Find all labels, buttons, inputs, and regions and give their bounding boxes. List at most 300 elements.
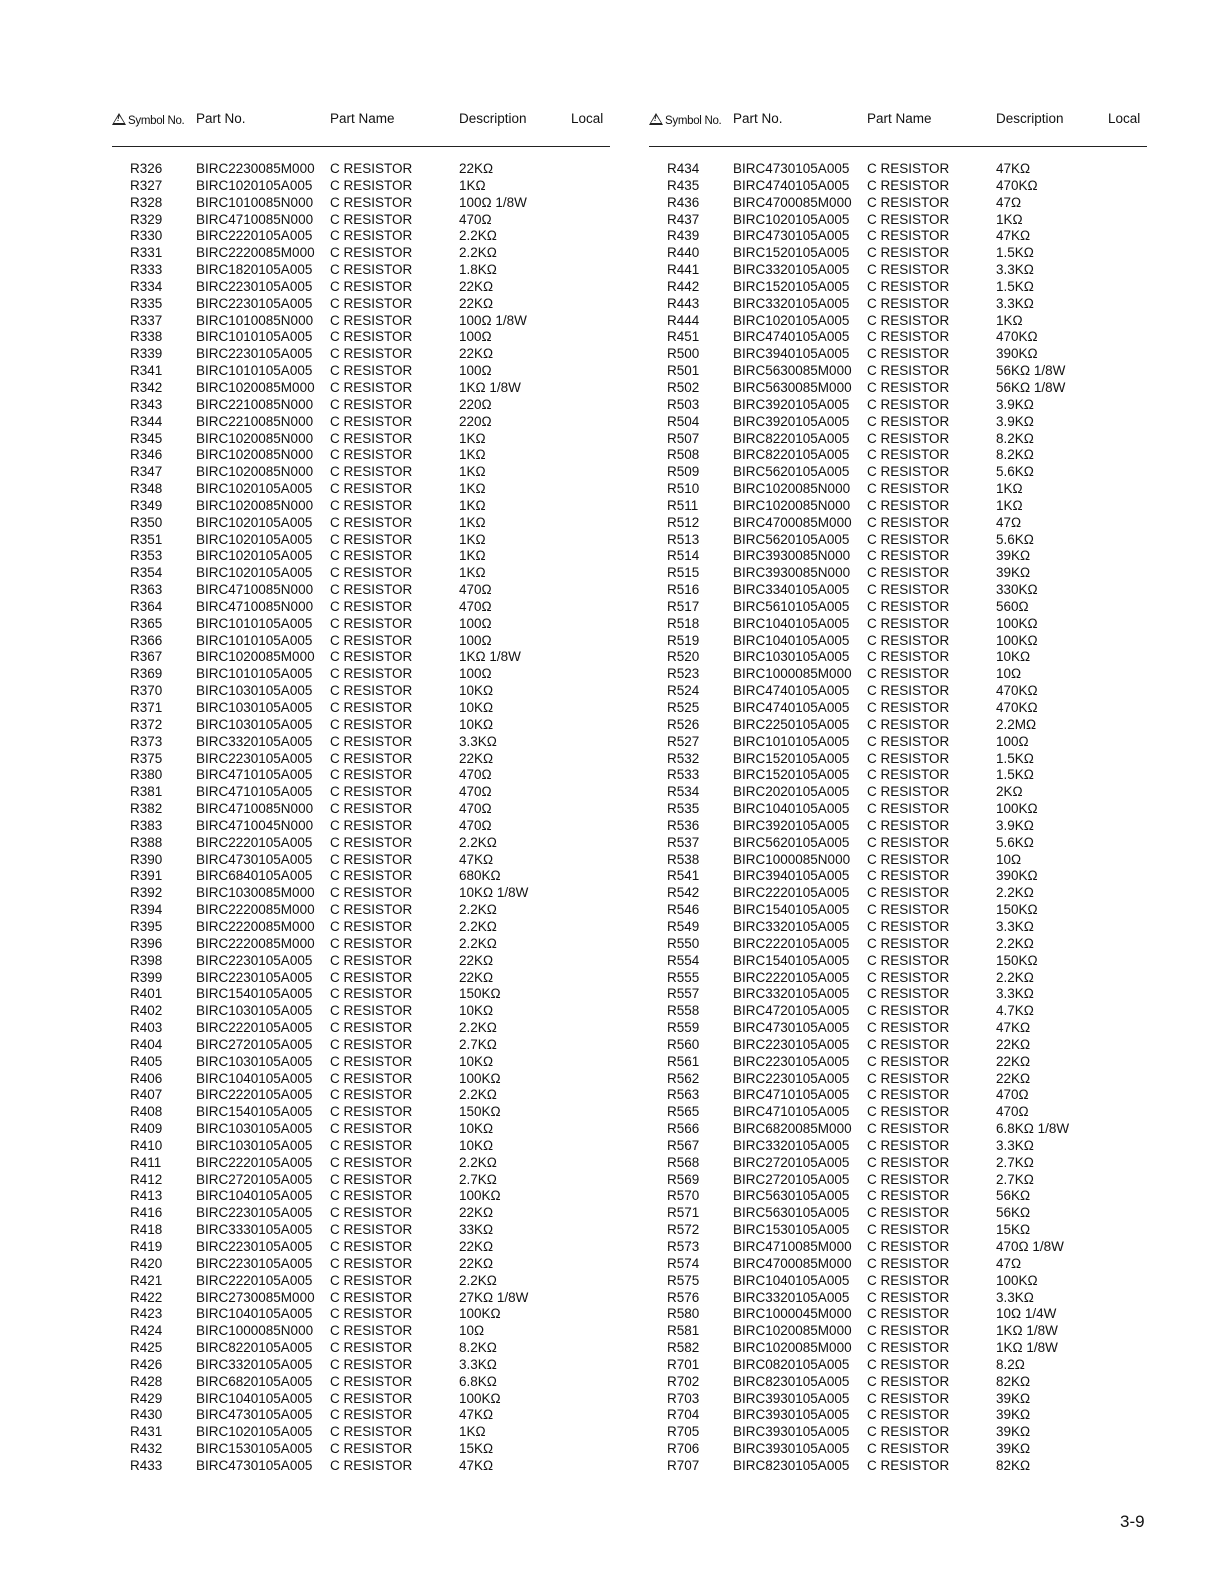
description-cell: 47Ω bbox=[996, 1255, 1022, 1271]
part-name-cell: C RESISTOR bbox=[867, 228, 950, 244]
part-no-cell: BIRC1010105A005 bbox=[196, 329, 313, 345]
description-cell: 10KΩ bbox=[459, 1003, 494, 1019]
part-name-cell: C RESISTOR bbox=[330, 447, 413, 463]
table-row bbox=[649, 195, 1147, 212]
table-row bbox=[112, 1054, 610, 1071]
description-cell: 1KΩ bbox=[459, 548, 486, 564]
symbol-no-cell: R337 bbox=[130, 312, 163, 328]
table-row bbox=[112, 717, 610, 734]
table-row bbox=[112, 431, 610, 448]
description-cell: 1KΩ bbox=[459, 497, 486, 513]
table-row bbox=[112, 818, 610, 835]
description-cell: 1KΩ bbox=[459, 531, 486, 547]
part-no-cell: BIRC4740105A005 bbox=[733, 177, 850, 193]
description-cell: 100KΩ bbox=[996, 1272, 1038, 1288]
description-cell: 47KΩ bbox=[459, 1457, 494, 1473]
part-name-cell: C RESISTOR bbox=[867, 767, 950, 783]
table-row bbox=[112, 397, 610, 414]
part-name-cell: C RESISTOR bbox=[330, 1222, 413, 1238]
table-row bbox=[112, 1205, 610, 1222]
symbol-no-cell: R373 bbox=[130, 733, 163, 749]
table-row bbox=[112, 228, 610, 245]
table-row bbox=[649, 447, 1147, 464]
description-cell: 56KΩ 1/8W bbox=[996, 379, 1066, 395]
description-cell: 1KΩ bbox=[996, 497, 1023, 513]
table-row bbox=[112, 1071, 610, 1088]
part-name-cell: C RESISTOR bbox=[330, 211, 413, 227]
right-parts-table bbox=[649, 108, 1147, 1473]
part-name-cell: C RESISTOR bbox=[330, 497, 413, 513]
part-no-cell: BIRC2730085M000 bbox=[196, 1289, 315, 1305]
table-row bbox=[649, 1306, 1147, 1323]
table-row bbox=[649, 363, 1147, 380]
part-name-cell: C RESISTOR bbox=[330, 1272, 413, 1288]
part-no-cell: BIRC2250105A005 bbox=[733, 716, 850, 732]
symbol-no-cell: R339 bbox=[130, 346, 163, 362]
symbol-no-cell: R396 bbox=[130, 935, 163, 951]
table-row bbox=[112, 1441, 610, 1458]
table-row bbox=[649, 279, 1147, 296]
table-row bbox=[649, 161, 1147, 178]
part-no-cell: BIRC1530105A005 bbox=[196, 1441, 313, 1457]
table-row bbox=[649, 1424, 1147, 1441]
table-row bbox=[112, 161, 610, 178]
symbol-no-cell: R424 bbox=[130, 1323, 163, 1339]
part-no-cell: BIRC1040105A005 bbox=[733, 801, 850, 817]
part-name-cell: C RESISTOR bbox=[867, 363, 950, 379]
part-name-cell: C RESISTOR bbox=[867, 1053, 950, 1069]
table-row bbox=[112, 1172, 610, 1189]
part-no-cell: BIRC3930105A005 bbox=[733, 1407, 850, 1423]
table-row bbox=[112, 1273, 610, 1290]
symbol-no-cell: R345 bbox=[130, 430, 163, 446]
left-parts-table bbox=[112, 108, 610, 1473]
description-cell: 100KΩ bbox=[996, 801, 1038, 817]
part-name-cell: C RESISTOR bbox=[867, 1306, 950, 1322]
description-cell: 33KΩ bbox=[459, 1222, 494, 1238]
part-no-cell: BIRC1030105A005 bbox=[196, 1121, 313, 1137]
table-row bbox=[649, 801, 1147, 818]
description-cell: 1.8KΩ bbox=[459, 262, 497, 278]
symbol-no-cell: R555 bbox=[667, 969, 700, 985]
description-cell: 2.2KΩ bbox=[459, 1087, 497, 1103]
table-row bbox=[649, 1003, 1147, 1020]
symbol-no-cell: R390 bbox=[130, 851, 163, 867]
symbol-no-header: !Symbol No. bbox=[112, 113, 184, 127]
part-no-cell: BIRC1520105A005 bbox=[733, 767, 850, 783]
symbol-no-cell: R409 bbox=[130, 1121, 163, 1137]
part-name-cell: C RESISTOR bbox=[330, 649, 413, 665]
table-row bbox=[112, 767, 610, 784]
symbol-no-cell: R542 bbox=[667, 885, 700, 901]
description-cell: 1.5KΩ bbox=[996, 750, 1034, 766]
part-name-cell: C RESISTOR bbox=[867, 801, 950, 817]
table-row bbox=[112, 734, 610, 751]
description-cell: 1KΩ bbox=[459, 177, 486, 193]
part-name-cell: C RESISTOR bbox=[867, 649, 950, 665]
table-row bbox=[649, 498, 1147, 515]
symbol-no-cell: R410 bbox=[130, 1137, 163, 1153]
table-row bbox=[112, 515, 610, 532]
description-cell: 10KΩ 1/8W bbox=[459, 885, 529, 901]
symbol-no-cell: R348 bbox=[130, 481, 163, 497]
part-no-cell: BIRC1030105A005 bbox=[196, 1003, 313, 1019]
description-cell: 1KΩ 1/8W bbox=[459, 649, 521, 665]
description-cell: 10KΩ bbox=[459, 1137, 494, 1153]
symbol-no-cell: R440 bbox=[667, 245, 700, 261]
description-cell: 39KΩ bbox=[996, 565, 1031, 581]
part-name-cell: C RESISTOR bbox=[330, 1306, 413, 1322]
symbol-no-cell: R525 bbox=[667, 700, 700, 715]
part-no-cell: BIRC3340105A005 bbox=[733, 582, 850, 598]
description-cell: 2.2MΩ bbox=[996, 716, 1037, 732]
part-name-cell: C RESISTOR bbox=[867, 1373, 950, 1389]
description-cell: 5.6KΩ bbox=[996, 464, 1034, 480]
part-name-cell: C RESISTOR bbox=[867, 885, 950, 901]
part-name-cell: C RESISTOR bbox=[330, 1188, 413, 1204]
symbol-no-cell: R568 bbox=[667, 1154, 700, 1170]
part-name-cell: C RESISTOR bbox=[330, 767, 413, 783]
part-no-cell: BIRC2230105A005 bbox=[196, 1239, 313, 1254]
part-no-cell: BIRC4720105A005 bbox=[733, 1003, 850, 1019]
description-cell: 22KΩ bbox=[459, 346, 494, 362]
symbol-no-cell: R575 bbox=[667, 1272, 700, 1288]
part-name-cell: C RESISTOR bbox=[330, 312, 413, 328]
table-row bbox=[112, 481, 610, 498]
part-no-cell: BIRC4730105A005 bbox=[196, 1457, 313, 1473]
symbol-no-cell: R392 bbox=[130, 885, 163, 901]
table-row bbox=[649, 1458, 1147, 1475]
part-name-cell: C RESISTOR bbox=[867, 1407, 950, 1423]
symbol-no-cell: R351 bbox=[130, 531, 163, 547]
symbol-no-cell: R419 bbox=[130, 1239, 163, 1254]
part-no-cell: BIRC2220105A005 bbox=[733, 935, 850, 951]
table-row bbox=[649, 532, 1147, 549]
symbol-no-cell: R549 bbox=[667, 918, 700, 934]
symbol-no-cell: R535 bbox=[667, 801, 700, 817]
part-no-cell: BIRC1020105A005 bbox=[733, 312, 850, 328]
symbol-no-cell: R425 bbox=[130, 1340, 163, 1356]
part-name-cell: C RESISTOR bbox=[867, 514, 950, 530]
part-name-cell: C RESISTOR bbox=[867, 464, 950, 480]
description-cell: 47KΩ bbox=[459, 1407, 494, 1423]
description-cell: 100KΩ bbox=[459, 1188, 501, 1204]
table-row bbox=[649, 616, 1147, 633]
symbol-no-cell: R349 bbox=[130, 497, 163, 513]
description-cell: 3.3KΩ bbox=[459, 733, 497, 749]
part-name-cell: C RESISTOR bbox=[867, 1003, 950, 1019]
part-no-cell: BIRC6820085M000 bbox=[733, 1121, 852, 1137]
description-cell: 1KΩ bbox=[996, 481, 1023, 497]
part-no-cell: BIRC2220105A005 bbox=[196, 1087, 313, 1103]
description-cell: 2.2KΩ bbox=[459, 935, 497, 951]
table-row bbox=[112, 1323, 610, 1340]
table-body bbox=[649, 161, 1147, 1475]
description-cell: 8.2KΩ bbox=[459, 1340, 497, 1356]
part-name-cell: C RESISTOR bbox=[867, 582, 950, 598]
part-no-cell: BIRC1530105A005 bbox=[733, 1222, 850, 1238]
symbol-no-cell: R571 bbox=[667, 1205, 700, 1221]
symbol-no-cell: R532 bbox=[667, 750, 700, 766]
symbol-no-cell: R381 bbox=[130, 784, 163, 800]
part-no-cell: BIRC2220105A005 bbox=[733, 885, 850, 901]
description-cell: 2.2KΩ bbox=[459, 1272, 497, 1288]
symbol-no-cell: R443 bbox=[667, 295, 700, 311]
description-cell: 10Ω bbox=[996, 666, 1022, 682]
part-name-cell: C RESISTOR bbox=[867, 632, 950, 648]
table-row bbox=[649, 717, 1147, 734]
part-name-cell: C RESISTOR bbox=[330, 396, 413, 412]
part-no-cell: BIRC3930105A005 bbox=[733, 1441, 850, 1457]
description-cell: 1KΩ bbox=[996, 312, 1023, 328]
description-cell: 5.6KΩ bbox=[996, 834, 1034, 850]
part-no-cell: BIRC1520105A005 bbox=[733, 750, 850, 766]
description-cell: 100Ω bbox=[459, 363, 492, 379]
part-name-cell: C RESISTOR bbox=[330, 784, 413, 800]
part-name-cell: C RESISTOR bbox=[867, 1205, 950, 1221]
description-cell: 470Ω bbox=[459, 598, 492, 614]
table-row bbox=[649, 633, 1147, 650]
part-no-cell: BIRC1540105A005 bbox=[733, 952, 850, 968]
part-name-cell: C RESISTOR bbox=[867, 245, 950, 261]
table-row bbox=[112, 548, 610, 565]
part-no-cell: BIRC4730105A005 bbox=[733, 161, 850, 176]
table-row bbox=[112, 986, 610, 1003]
description-cell: 3.3KΩ bbox=[996, 1289, 1034, 1305]
part-name-cell: C RESISTOR bbox=[330, 615, 413, 631]
table-header bbox=[112, 108, 610, 147]
local-header: Local bbox=[1108, 111, 1141, 126]
part-no-cell: BIRC5620105A005 bbox=[733, 531, 850, 547]
description-cell: 470KΩ bbox=[996, 329, 1038, 345]
description-cell: 8.2KΩ bbox=[996, 430, 1034, 446]
part-no-cell: BIRC8230105A005 bbox=[733, 1373, 850, 1389]
symbol-no-cell: R432 bbox=[130, 1441, 163, 1457]
description-cell: 39KΩ bbox=[996, 1407, 1031, 1423]
table-row bbox=[112, 835, 610, 852]
description-cell: 10KΩ bbox=[459, 700, 494, 715]
description-cell: 56KΩ 1/8W bbox=[996, 363, 1066, 379]
description-cell: 2.2KΩ bbox=[459, 1154, 497, 1170]
description-cell: 2.2KΩ bbox=[996, 969, 1034, 985]
symbol-no-cell: R570 bbox=[667, 1188, 700, 1204]
symbol-no-cell: R412 bbox=[130, 1171, 163, 1187]
part-no-header: Part No. bbox=[196, 111, 246, 126]
part-name-cell: C RESISTOR bbox=[867, 1036, 950, 1052]
symbol-no-cell: R422 bbox=[130, 1289, 163, 1305]
symbol-no-cell: R508 bbox=[667, 447, 700, 463]
symbol-no-cell: R441 bbox=[667, 262, 700, 278]
symbol-no-cell: R353 bbox=[130, 548, 163, 564]
table-row bbox=[649, 582, 1147, 599]
part-no-cell: BIRC1010105A005 bbox=[733, 733, 850, 749]
part-no-cell: BIRC2220105A005 bbox=[196, 834, 313, 850]
description-cell: 10Ω bbox=[996, 851, 1022, 867]
symbol-no-cell: R354 bbox=[130, 565, 163, 581]
table-row bbox=[112, 262, 610, 279]
part-name-cell: C RESISTOR bbox=[330, 464, 413, 480]
symbol-no-cell: R442 bbox=[667, 278, 700, 294]
symbol-no-cell: R346 bbox=[130, 447, 163, 463]
symbol-no-cell: R416 bbox=[130, 1205, 163, 1221]
symbol-no-cell: R369 bbox=[130, 666, 163, 682]
symbol-no-cell: R515 bbox=[667, 565, 700, 581]
table-row bbox=[112, 279, 610, 296]
table-row bbox=[649, 1071, 1147, 1088]
description-cell: 1KΩ bbox=[459, 1424, 486, 1440]
part-no-cell: BIRC2230105A005 bbox=[196, 295, 313, 311]
description-cell: 22KΩ bbox=[459, 750, 494, 766]
table-row bbox=[649, 245, 1147, 262]
table-row bbox=[649, 1037, 1147, 1054]
description-cell: 3.3KΩ bbox=[996, 918, 1034, 934]
part-no-cell: BIRC1020085N000 bbox=[733, 481, 851, 497]
symbol-no-cell: R333 bbox=[130, 262, 163, 278]
table-row bbox=[649, 515, 1147, 532]
part-name-cell: C RESISTOR bbox=[330, 1104, 413, 1120]
part-no-cell: BIRC1010105A005 bbox=[196, 632, 313, 648]
symbol-no-cell: R431 bbox=[130, 1424, 163, 1440]
part-no-cell: BIRC3320105A005 bbox=[733, 295, 850, 311]
description-cell: 3.3KΩ bbox=[996, 1137, 1034, 1153]
symbol-no-cell: R366 bbox=[130, 632, 163, 648]
part-no-cell: BIRC2210085N000 bbox=[196, 413, 314, 429]
description-cell: 100Ω bbox=[459, 632, 492, 648]
description-cell: 39KΩ bbox=[996, 1441, 1031, 1457]
description-cell: 56KΩ bbox=[996, 1188, 1031, 1204]
table-row bbox=[112, 414, 610, 431]
description-cell: 100KΩ bbox=[459, 1070, 501, 1086]
table-row bbox=[112, 936, 610, 953]
table-row bbox=[649, 1138, 1147, 1155]
part-no-cell: BIRC2720105A005 bbox=[196, 1036, 313, 1052]
description-cell: 4.7KΩ bbox=[996, 1003, 1034, 1019]
table-row bbox=[112, 1155, 610, 1172]
part-no-cell: BIRC3320105A005 bbox=[733, 262, 850, 278]
part-no-cell: BIRC4740105A005 bbox=[733, 683, 850, 699]
part-no-cell: BIRC4710105A005 bbox=[196, 767, 313, 783]
part-no-cell: BIRC5630105A005 bbox=[733, 1205, 850, 1221]
symbol-no-cell: R421 bbox=[130, 1272, 163, 1288]
table-row bbox=[112, 565, 610, 582]
symbol-no-cell: R365 bbox=[130, 615, 163, 631]
description-cell: 100Ω bbox=[459, 329, 492, 345]
description-header: Description bbox=[459, 111, 527, 126]
part-no-cell: BIRC4710085M000 bbox=[733, 1239, 852, 1254]
part-name-cell: C RESISTOR bbox=[330, 1424, 413, 1440]
part-name-cell: C RESISTOR bbox=[867, 716, 950, 732]
symbol-no-cell: R509 bbox=[667, 464, 700, 480]
warning-triangle-icon bbox=[112, 113, 126, 125]
part-no-cell: BIRC6820105A005 bbox=[196, 1373, 313, 1389]
part-name-cell: C RESISTOR bbox=[330, 1070, 413, 1086]
part-name-cell: C RESISTOR bbox=[867, 935, 950, 951]
symbol-no-cell: R437 bbox=[667, 211, 700, 227]
table-row bbox=[112, 1306, 610, 1323]
description-cell: 5.6KΩ bbox=[996, 531, 1034, 547]
part-name-cell: C RESISTOR bbox=[867, 295, 950, 311]
part-name-cell: C RESISTOR bbox=[867, 177, 950, 193]
description-cell: 10Ω bbox=[459, 1323, 485, 1339]
symbol-no-cell: R582 bbox=[667, 1340, 700, 1356]
description-cell: 10KΩ bbox=[459, 683, 494, 699]
symbol-no-cell: R507 bbox=[667, 430, 700, 446]
table-row bbox=[112, 1391, 610, 1408]
part-no-cell: BIRC1520105A005 bbox=[733, 245, 850, 261]
part-name-cell: C RESISTOR bbox=[867, 379, 950, 395]
description-cell: 3.9KΩ bbox=[996, 413, 1034, 429]
part-name-cell: C RESISTOR bbox=[330, 935, 413, 951]
table-row bbox=[649, 599, 1147, 616]
symbol-no-cell: R413 bbox=[130, 1188, 163, 1204]
symbol-no-cell: R558 bbox=[667, 1003, 700, 1019]
table-body bbox=[112, 161, 610, 1475]
table-row bbox=[649, 1020, 1147, 1037]
symbol-no-cell: R705 bbox=[667, 1424, 700, 1440]
description-cell: 390KΩ bbox=[996, 868, 1038, 884]
table-row bbox=[112, 970, 610, 987]
symbol-no-cell: R533 bbox=[667, 767, 700, 783]
table-row bbox=[649, 835, 1147, 852]
description-cell: 39KΩ bbox=[996, 1390, 1031, 1406]
part-no-cell: BIRC1020105A005 bbox=[196, 481, 313, 497]
part-name-cell: C RESISTOR bbox=[330, 413, 413, 429]
symbol-no-cell: R363 bbox=[130, 582, 163, 598]
description-cell: 1KΩ bbox=[459, 464, 486, 480]
part-no-cell: BIRC3940105A005 bbox=[733, 868, 850, 884]
description-cell: 150KΩ bbox=[996, 952, 1038, 968]
part-no-cell: BIRC2210085N000 bbox=[196, 396, 314, 412]
part-no-cell: BIRC2720105A005 bbox=[196, 1171, 313, 1187]
table-row bbox=[112, 852, 610, 869]
part-name-cell: C RESISTOR bbox=[330, 1457, 413, 1473]
table-row bbox=[649, 734, 1147, 751]
table-row bbox=[112, 683, 610, 700]
description-cell: 2.2KΩ bbox=[459, 902, 497, 918]
symbol-no-cell: R704 bbox=[667, 1407, 700, 1423]
part-name-cell: C RESISTOR bbox=[867, 481, 950, 497]
description-cell: 22KΩ bbox=[459, 1255, 494, 1271]
part-no-cell: BIRC1520105A005 bbox=[733, 278, 850, 294]
part-name-cell: C RESISTOR bbox=[867, 447, 950, 463]
symbol-no-cell: R344 bbox=[130, 413, 163, 429]
part-name-cell: C RESISTOR bbox=[330, 750, 413, 766]
description-cell: 8.2Ω bbox=[996, 1356, 1025, 1372]
symbol-no-cell: R511 bbox=[667, 497, 699, 513]
description-cell: 15KΩ bbox=[459, 1441, 494, 1457]
table-row bbox=[649, 1172, 1147, 1189]
part-name-cell: C RESISTOR bbox=[330, 1289, 413, 1305]
part-name-cell: C RESISTOR bbox=[867, 1255, 950, 1271]
part-name-cell: C RESISTOR bbox=[330, 632, 413, 648]
symbol-no-cell: R402 bbox=[130, 1003, 163, 1019]
part-no-cell: BIRC2220105A005 bbox=[196, 228, 313, 244]
table-row bbox=[112, 801, 610, 818]
description-cell: 470KΩ bbox=[996, 700, 1038, 715]
description-cell: 10KΩ bbox=[459, 1053, 494, 1069]
table-row bbox=[112, 885, 610, 902]
part-name-cell: C RESISTOR bbox=[867, 666, 950, 682]
table-row bbox=[649, 1374, 1147, 1391]
symbol-no-cell: R554 bbox=[667, 952, 700, 968]
table-row bbox=[112, 346, 610, 363]
symbol-no-cell: R516 bbox=[667, 582, 700, 598]
table-row bbox=[649, 178, 1147, 195]
part-name-cell: C RESISTOR bbox=[867, 413, 950, 429]
description-cell: 470Ω bbox=[459, 211, 492, 227]
description-cell: 560Ω bbox=[996, 598, 1029, 614]
description-cell: 10KΩ bbox=[996, 649, 1031, 665]
